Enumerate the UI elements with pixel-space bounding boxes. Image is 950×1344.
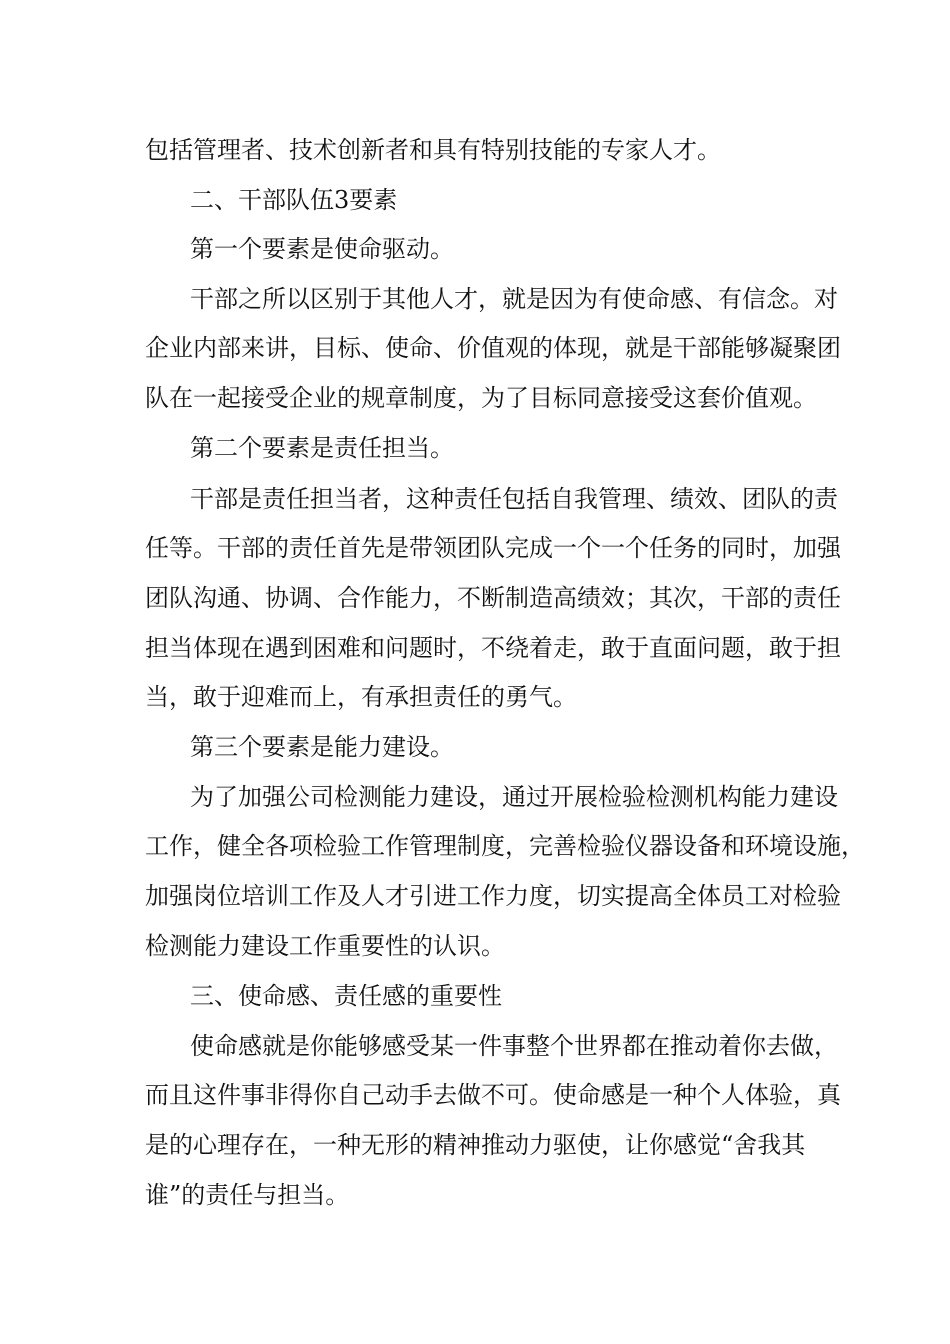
paragraph-line: 任等。干部的责任首先是带领团队完成一个一个任务的同时，加强 (145, 534, 841, 562)
subheading: 第一个要素是使命驱动。 (190, 235, 454, 263)
paragraph-line: 企业内部来讲，目标、使命、价值观的体现，就是干部能够凝聚团 (145, 334, 841, 362)
paragraph-line: 为了加强公司检测能力建设，通过开展检验检测机构能力建设 (190, 783, 838, 811)
subheading: 第三个要素是能力建设。 (190, 733, 454, 761)
paragraph-line: 干部之所以区别于其他人才，就是因为有使命感、有信念。对 (190, 285, 838, 313)
section-heading: 三、使命感、责任感的重要性 (190, 982, 502, 1010)
paragraph-line: 担当体现在遇到困难和问题时，不绕着走，敢于直面问题，敢于担 (145, 634, 841, 662)
paragraph-line: 团队沟通、协调、合作能力，不断制造高绩效；其次，干部的责任 (145, 584, 841, 612)
paragraph-line: 使命感就是你能够感受某一件事整个世界都在推动着你去做， (190, 1032, 838, 1060)
paragraph-line: 工作，健全各项检验工作管理制度，完善检验仪器设备和环境设施， (145, 832, 865, 860)
subheading: 第二个要素是责任担当。 (190, 434, 454, 462)
text-line: 包括管理者、技术创新者和具有特别技能的专家人才。 (145, 136, 721, 164)
paragraph-line: 是的心理存在，一种无形的精神推动力驱使，让你感觉“舍我其 (145, 1131, 806, 1159)
section-heading: 二、干部队伍3要素 (190, 186, 398, 214)
paragraph-line: 而且这件事非得你自己动手去做不可。使命感是一种个人体验，真 (145, 1081, 841, 1109)
paragraph-line: 加强岗位培训工作及人才引进工作力度，切实提高全体员工对检验 (145, 882, 841, 910)
paragraph-line: 当，敢于迎难而上，有承担责任的勇气。 (145, 683, 577, 711)
paragraph-line: 队在一起接受企业的规章制度，为了目标同意接受这套价值观。 (145, 384, 817, 412)
paragraph-line: 检测能力建设工作重要性的认识。 (145, 932, 505, 960)
paragraph-line: 干部是责任担当者，这种责任包括自我管理、绩效、团队的责 (190, 485, 838, 513)
paragraph-line: 谁”的责任与担当。 (145, 1181, 350, 1209)
